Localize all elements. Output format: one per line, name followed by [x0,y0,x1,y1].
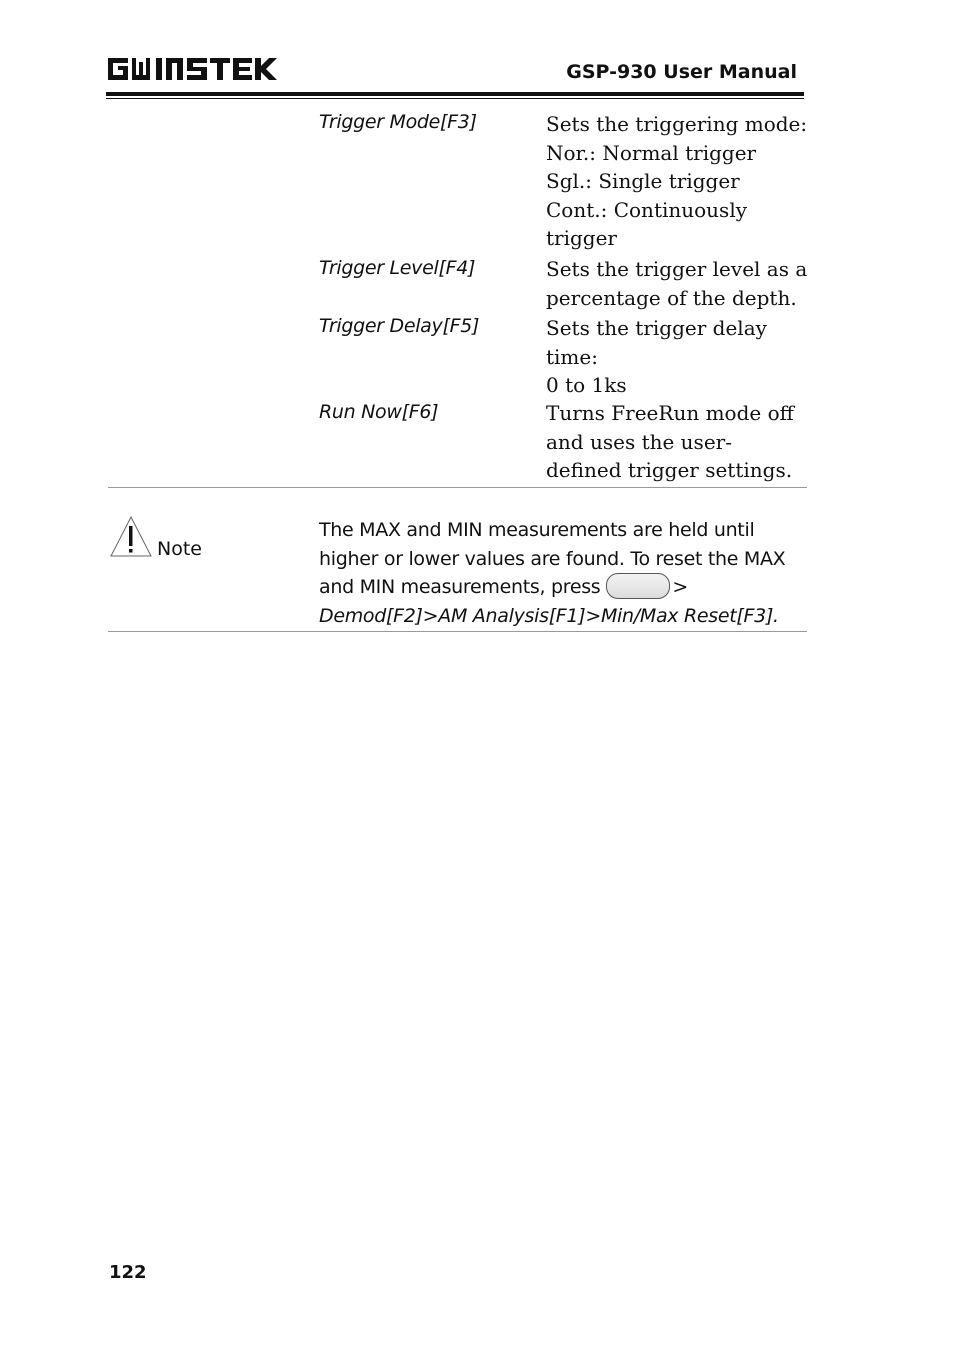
table-divider [108,487,807,488]
desc-line: defined trigger settings. [546,458,793,482]
desc-line: Sets the trigger delay [546,316,767,340]
manual-title: GSP-930 User Manual [566,61,797,83]
warning-icon [109,514,153,562]
desc-line: Cont.: Continuously [546,197,748,222]
desc-run-now [546,399,808,485]
param-run-now: Run Now[F6] [319,401,439,423]
desc-line: trigger [546,226,617,250]
param-trigger-mode: Trigger Mode[F3] [319,111,477,133]
note-line-arrow: > [672,576,689,598]
desc-line: Sgl.: Single trigger [546,169,740,193]
note-text [319,516,819,630]
desc-trigger-level [546,255,808,312]
header-rule-thick [106,92,804,96]
note-menu-path: Demod[F2]>AM Analysis[F1]>Min/Max Reset[F3]. [319,604,779,627]
desc-line: Turns FreeRun mode off [546,401,794,425]
desc-line: percentage of the depth. [546,285,797,310]
key-button-icon [606,573,670,599]
page-number: 122 [109,1262,147,1283]
note-line: higher or lower values are found. To reset the MAX [319,547,786,570]
desc-line: Nor.: Normal trigger [546,140,757,165]
desc-line: and uses the user- [546,429,732,454]
header-rule-thin [106,98,804,99]
note-line-text: and MIN measurements, press [319,576,601,598]
desc-trigger-delay [546,314,808,400]
note-line: The MAX and MIN measurements are held until [319,519,755,541]
param-trigger-level: Trigger Level[F4] [319,257,476,279]
note-divider [108,631,807,632]
desc-line: time: [546,344,598,369]
gw-instek-logo [108,54,278,84]
note-label: Note [157,538,202,560]
param-trigger-delay: Trigger Delay[F5] [319,315,480,337]
desc-trigger-mode [546,110,808,253]
desc-line: Sets the triggering mode: [546,112,808,136]
desc-line: 0 to 1ks [546,373,627,397]
desc-line: Sets the trigger level as a [546,257,808,281]
note-line [319,573,819,602]
